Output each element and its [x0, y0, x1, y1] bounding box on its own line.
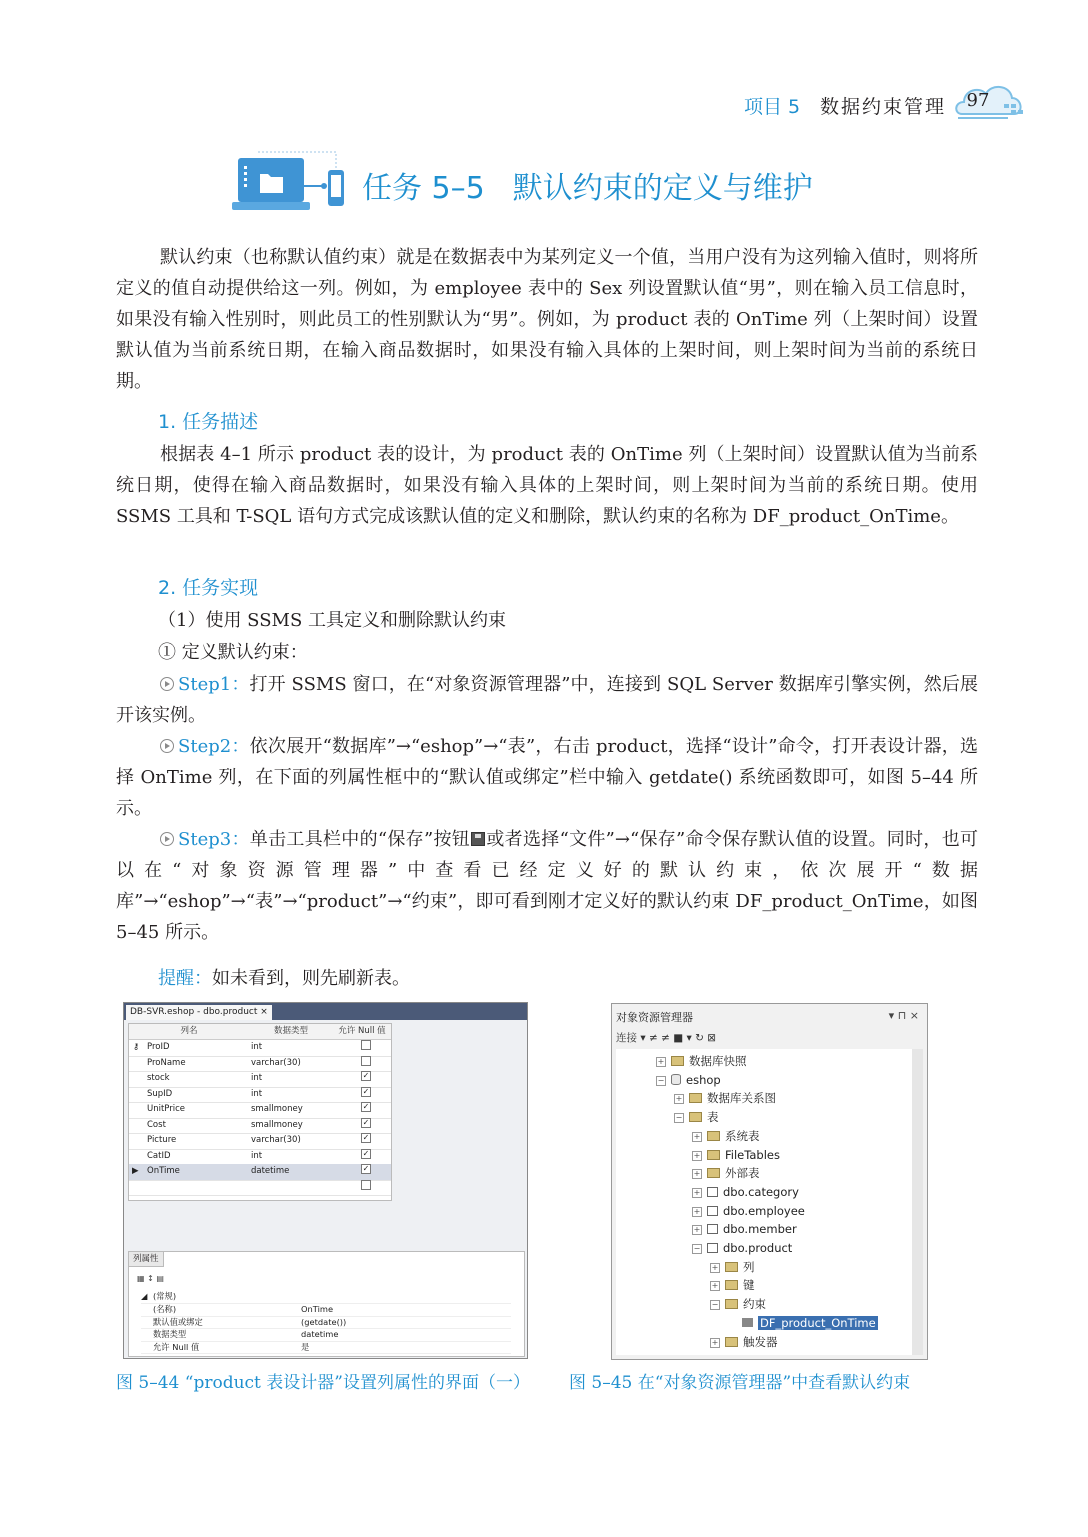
column-name: ProID [147, 1042, 170, 1052]
table-row[interactable] [129, 1118, 391, 1135]
column-properties-panel [128, 1251, 525, 1357]
allow-null-checkbox[interactable] [361, 1056, 371, 1066]
step-text-b: 或者选择“文件”→“保存”命令保存默认值的设置。同时，也可以在“对象资源管理器”中查看已经定义好的默认约束，依次展开“数据库”→“eshop”→“表”→“product”→“约束”，即可看到刚才定义好的默认约束 DF_product_OnTime，如图 5–45 所示。 [116, 829, 979, 943]
section-heading-description: 1. 任务描述 [158, 411, 259, 433]
allow-null-checkbox[interactable]: ✓ [362, 1071, 370, 1080]
tree-node[interactable] [692, 1203, 805, 1219]
allow-null-checkbox[interactable] [361, 1180, 371, 1190]
property-group-label: (常规) [153, 1291, 177, 1301]
tree-node[interactable] [710, 1296, 766, 1312]
table-row[interactable] [129, 1149, 391, 1166]
table-row[interactable] [129, 1056, 391, 1073]
expand-icon[interactable]: + [693, 1187, 701, 1197]
tree-node-label: 数据库快照 [689, 1054, 747, 1068]
collapse-icon[interactable]: ◢ [141, 1291, 148, 1301]
expand-icon[interactable]: + [711, 1337, 719, 1347]
table-icon [707, 1224, 718, 1234]
folder-icon [689, 1112, 702, 1122]
expand-icon[interactable]: + [675, 1094, 683, 1104]
page-number-badge [958, 82, 1004, 122]
tree-node-label: dbo.category [723, 1184, 799, 1199]
tree-node[interactable] [692, 1221, 797, 1237]
property-value: 是 [301, 1341, 310, 1352]
constraint-icon [742, 1318, 753, 1327]
header-allow-null: 允许 Null 值 [333, 1024, 391, 1040]
allow-null-checkbox[interactable]: ✓ [362, 1148, 370, 1158]
folder-icon [707, 1168, 720, 1178]
object-tree [616, 1049, 912, 1355]
pages-icon[interactable]: ▤ [156, 1274, 164, 1283]
figure-caption-5-44: 图 5–44 “product 表设计器”设置列属性的界面（一） [116, 1373, 530, 1393]
property-key: 数据类型 [153, 1329, 187, 1339]
data-type: smallmoney [251, 1104, 303, 1114]
tree-node-label: 约束 [743, 1297, 766, 1312]
allow-null-checkbox[interactable]: ✓ [362, 1133, 370, 1142]
intro-paragraph: 默认约束（也称默认值约束）就是在数据表中为某列定义一个值，当用户没有为这列输入值时，则将所定义的值自动提供给这一列。例如，为 employee 表中的 Sex 列设置默认值“男”，则在输入员工信息时，如果没有输入性别时，则此员工的性别默认为“男”。例如，为 product 表的 OnTime 列（上架时间）设置默认值为当前系统日期，在输入商品数据时，如果没有输入具体的上架时间，则上架时间为当前的系统日期。 [116, 247, 978, 392]
explorer-toolbar[interactable]: 连接 ▾ ≠ ≠ ■ ▾ ↻ ⊠ [616, 1032, 717, 1044]
tree-node[interactable] [656, 1053, 747, 1069]
data-type: int [251, 1150, 263, 1161]
table-row[interactable] [129, 1071, 391, 1088]
tip [158, 964, 410, 990]
table-icon [707, 1206, 718, 1216]
data-type: int [251, 1042, 263, 1052]
explorer-title: 对象资源管理器 [616, 1011, 693, 1024]
property-row[interactable] [141, 1303, 511, 1317]
collapse-icon[interactable]: − [693, 1244, 701, 1253]
section-heading-implementation: 2. 任务实现 [158, 577, 259, 599]
column-name: stock [147, 1073, 170, 1083]
categorized-icon[interactable]: ▦ [137, 1274, 145, 1283]
sort-icon[interactable]: ↕ [147, 1274, 154, 1283]
tree-node[interactable] [674, 1090, 776, 1106]
primary-key-icon: ⚷ [133, 1042, 140, 1052]
folder-icon [725, 1280, 738, 1290]
table-row[interactable] [129, 1180, 391, 1197]
property-key: 允许 Null 值 [153, 1341, 200, 1352]
tree-node-label: 数据库关系图 [707, 1091, 776, 1106]
page-title [362, 163, 813, 207]
folder-icon [671, 1056, 684, 1066]
tree-node[interactable] [692, 1165, 760, 1181]
laptop-phone-icon [232, 150, 348, 214]
property-key: (名称) [153, 1304, 177, 1314]
tree-node[interactable] [674, 1109, 719, 1125]
tree-node[interactable] [692, 1128, 760, 1144]
data-type: varchar(30) [251, 1057, 301, 1068]
folder-icon [725, 1337, 738, 1347]
tip-text: 如未看到，则先刷新表。 [212, 968, 410, 989]
step-text: 打开 SSMS 窗口，在“对象资源管理器”中，连接到 SQL Server 数据库引擎实例，然后展开该实例。 [116, 674, 978, 726]
table-row[interactable] [129, 1040, 391, 1057]
column-name: UnitPrice [147, 1104, 186, 1114]
data-type: varchar(30) [251, 1135, 301, 1145]
tree-node[interactable] [710, 1277, 755, 1293]
properties-toolbar [137, 1274, 197, 1286]
document-tab-bar [124, 1003, 527, 1020]
tree-node-label: dbo.employee [723, 1203, 805, 1218]
folder-icon [689, 1093, 702, 1103]
expand-icon[interactable]: + [657, 1057, 665, 1066]
table-icon [707, 1243, 718, 1253]
subheading-define: ① 定义默认约束： [158, 642, 308, 663]
step-3 [116, 824, 978, 948]
step-label: Step3： [178, 829, 250, 850]
folder-icon [707, 1150, 720, 1160]
property-row[interactable] [141, 1341, 511, 1355]
allow-null-checkbox[interactable]: ✓ [362, 1164, 370, 1173]
scrollbar[interactable] [912, 1049, 923, 1355]
database-icon [671, 1074, 681, 1085]
step-label: Step1： [178, 674, 250, 695]
header-chapter: 数据约束管理 [820, 96, 947, 118]
collapse-icon[interactable]: − [675, 1113, 683, 1123]
column-name: CatID [147, 1150, 171, 1161]
document-tab[interactable]: DB-SVR.eshop - dbo.product × [126, 1005, 272, 1020]
play-icon [160, 739, 174, 753]
table-icon [707, 1187, 718, 1197]
data-type: int [251, 1088, 263, 1099]
property-row[interactable] [141, 1316, 511, 1330]
task-number: 任务 5–5 [362, 171, 485, 206]
expand-icon[interactable]: + [693, 1225, 701, 1235]
column-name: Cost [147, 1119, 166, 1130]
tree-node[interactable] [692, 1184, 799, 1200]
tree-node-label: 触发器 [743, 1334, 778, 1349]
save-icon [471, 832, 485, 846]
figure-table-designer [123, 1002, 528, 1359]
property-key: 默认值或绑定 [153, 1316, 203, 1327]
tree-node-label: 表 [707, 1110, 719, 1125]
property-value: datetime [301, 1329, 339, 1339]
tree-node-label: 键 [743, 1278, 755, 1293]
tip-label: 提醒： [158, 968, 212, 989]
expand-icon[interactable]: + [711, 1281, 719, 1291]
column-name: SupID [147, 1088, 173, 1099]
step-text: 依次展开“数据库”→“eshop”→“表”，右击 product，选择“设计”命令，打开表设计器，选择 OnTime 列，在下面的列属性框中的“默认值或绑定”栏中输入 getdate() 系统函数即可，如图 5–44 所示。 [116, 736, 978, 819]
table-row[interactable] [129, 1133, 391, 1150]
property-group [141, 1290, 511, 1304]
folder-icon [725, 1299, 738, 1309]
figure-caption-5-45: 图 5–45 在“对象资源管理器”中查看默认约束 [569, 1373, 911, 1393]
tree-node-label: dbo.member [723, 1222, 797, 1237]
window-controls[interactable]: ▾ ⊓ × [888, 1009, 919, 1022]
table-row[interactable] [129, 1087, 391, 1104]
data-type: int [251, 1073, 263, 1083]
tree-node-label: DF_product_OnTime [760, 1315, 876, 1330]
tree-node-label: 系统表 [725, 1128, 760, 1143]
tree-node[interactable] [656, 1072, 721, 1088]
folder-icon [725, 1262, 738, 1272]
column-name: Picture [147, 1135, 177, 1145]
step-2 [116, 731, 978, 824]
property-value: (getdate()) [301, 1316, 347, 1327]
data-type: smallmoney [251, 1119, 303, 1130]
data-type: datetime [251, 1166, 290, 1176]
column-name: OnTime [147, 1166, 180, 1176]
header-column-name: 列名 [129, 1024, 249, 1040]
tree-node[interactable] [692, 1147, 780, 1163]
tree-node-label: 列 [743, 1259, 755, 1274]
properties-tab[interactable]: 列属性 [129, 1252, 164, 1267]
row-selector-icon: ▶ [132, 1166, 139, 1176]
expand-icon[interactable]: + [693, 1206, 701, 1216]
table-row[interactable] [129, 1164, 391, 1181]
column-name: ProName [147, 1057, 186, 1068]
figure-object-explorer [611, 1003, 928, 1360]
tree-node[interactable] [692, 1240, 792, 1256]
allow-null-checkbox[interactable]: ✓ [362, 1117, 370, 1127]
column-grid [128, 1023, 392, 1201]
step-1 [116, 669, 978, 731]
tree-node-label: 外部表 [725, 1166, 760, 1181]
header-project: 项目 5 [744, 96, 801, 118]
play-icon [160, 677, 174, 691]
allow-null-checkbox[interactable] [361, 1040, 371, 1050]
allow-null-checkbox[interactable]: ✓ [362, 1086, 370, 1096]
expand-icon[interactable]: + [693, 1169, 701, 1179]
property-row[interactable] [141, 1328, 511, 1342]
expand-icon[interactable]: + [711, 1262, 719, 1272]
tree-node-label: dbo.product [723, 1241, 793, 1255]
table-row[interactable] [129, 1102, 391, 1119]
tree-node-label: FileTables [725, 1147, 780, 1162]
collapse-icon[interactable]: − [657, 1075, 665, 1085]
task-title: 默认约束的定义与维护 [512, 171, 813, 206]
header-data-type: 数据类型 [249, 1024, 333, 1040]
property-value: OnTime [301, 1304, 334, 1314]
folder-icon [707, 1131, 720, 1141]
tree-node-label: eshop [686, 1072, 721, 1087]
description-paragraph: 根据表 4–1 所示 product 表的设计，为 product 表的 OnTime 列（上架时间）设置默认值为当前系统日期，使得在输入商品数据时，如果没有输入具体的上架时间，则上架时间为当前的系统日期。使用 SSMS 工具和 T-SQL 语句方式完成该默认值的定义和删除，默认约束的名称为 DF_product_OnTime。 [116, 444, 978, 527]
allow-null-checkbox[interactable]: ✓ [362, 1102, 370, 1111]
tree-node[interactable] [710, 1259, 755, 1275]
play-icon [160, 832, 174, 846]
subheading-ssms: （1）使用 SSMS 工具定义和删除默认约束 [158, 610, 507, 631]
tree-node[interactable] [710, 1334, 778, 1350]
collapse-icon[interactable]: − [711, 1300, 719, 1310]
step-label: Step2： [178, 736, 250, 757]
page-number: 97 [966, 90, 990, 111]
expand-icon[interactable]: + [693, 1131, 701, 1141]
step-text-a: 单击工具栏中的“保存”按钮 [249, 829, 471, 850]
tree-node[interactable] [742, 1315, 878, 1331]
expand-icon[interactable]: + [693, 1150, 701, 1160]
